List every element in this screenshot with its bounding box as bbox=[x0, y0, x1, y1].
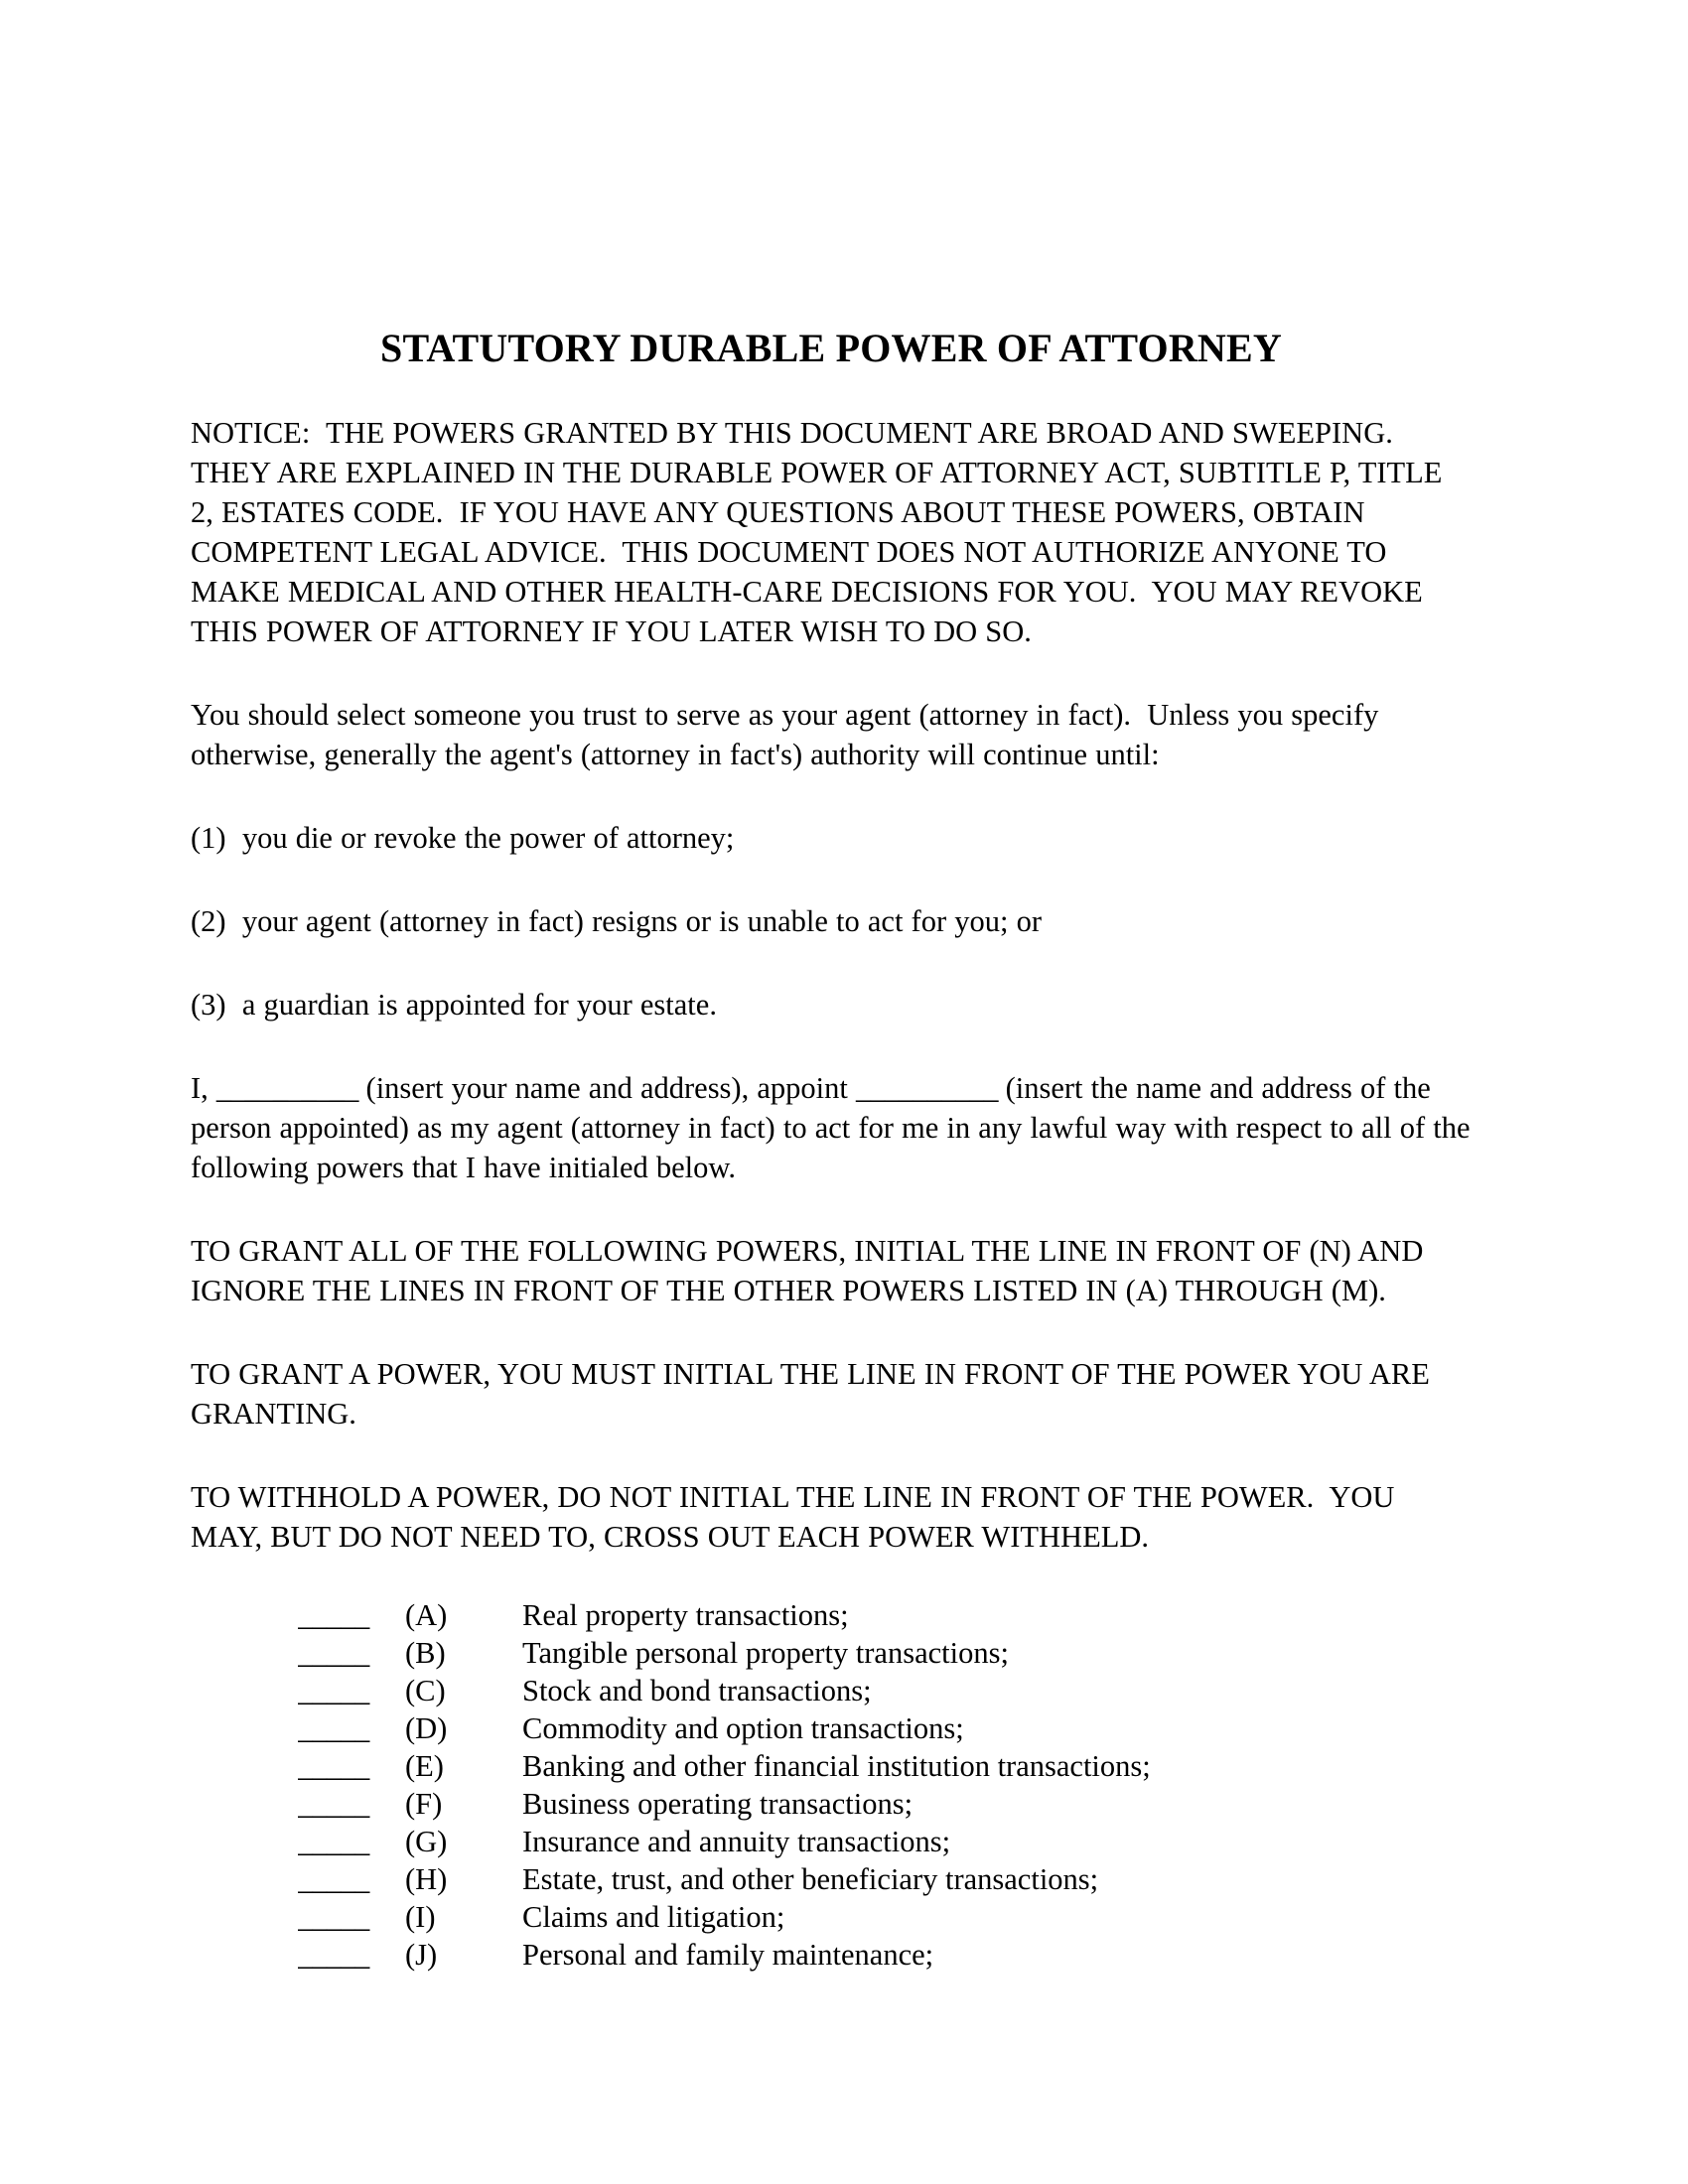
power-description: Tangible personal property transactions; bbox=[522, 1636, 1009, 1670]
power-initial-blank[interactable]: _____ bbox=[298, 1598, 369, 1632]
list-item bbox=[191, 1823, 1472, 1860]
list-item bbox=[191, 1596, 1472, 1634]
page-title: STATUTORY DURABLE POWER OF ATTORNEY bbox=[380, 326, 1282, 370]
powers-list bbox=[191, 1596, 1472, 1974]
power-letter: (E) bbox=[405, 1749, 444, 1783]
power-initial-blank[interactable]: _____ bbox=[298, 1787, 369, 1821]
termination-condition-3: (3) a guardian is appointed for your estate. bbox=[191, 988, 717, 1022]
spacer bbox=[191, 1557, 1472, 1596]
agent-name-blank[interactable]: __________ bbox=[855, 1071, 998, 1105]
notice-paragraph: NOTICE: THE POWERS GRANTED BY THIS DOCUMENT ARE BROAD AND SWEEPING. THEY ARE EXPLAINED IN THE DURABLE POWER OF ATTORNEY ACT, SUBTITLE P, TITLE 2, ESTATES CODE. IF YOU HAVE ANY QUESTIONS ABOUT THESE POWERS, OBTAIN COMPETENT LEGAL ADVICE. THIS DOCUMENT DOES NOT AUTHORIZE ANYONE TO MAKE MEDICAL AND OTHER HEALTH-CARE DECISIONS FOR YOU. YOU MAY REVOKE THIS POWER OF ATTORNEY IF YOU LATER WISH TO DO SO. bbox=[191, 416, 1451, 648]
power-description: Real property transactions; bbox=[522, 1598, 849, 1632]
list-item bbox=[191, 1785, 1472, 1823]
power-letter: (D) bbox=[405, 1711, 448, 1745]
power-description: Business operating transactions; bbox=[522, 1787, 914, 1821]
instruction-grant-all: TO GRANT ALL OF THE FOLLOWING POWERS, INITIAL THE LINE IN FRONT OF (N) AND IGNORE THE LINES IN FRONT OF THE OTHER POWERS LISTED IN (A) THROUGH (M). bbox=[191, 1234, 1432, 1307]
power-initial-blank[interactable]: _____ bbox=[298, 1674, 369, 1707]
power-description: Personal and family maintenance; bbox=[522, 1938, 934, 1972]
power-letter: (B) bbox=[405, 1636, 446, 1670]
power-description: Stock and bond transactions; bbox=[522, 1674, 872, 1707]
power-description: Claims and litigation; bbox=[522, 1900, 785, 1934]
appointment-segment-2: (insert your name and address), appoint bbox=[357, 1071, 856, 1105]
termination-condition-2: (2) your agent (attorney in fact) resigns or is unable to act for you; or bbox=[191, 904, 1042, 938]
power-description: Banking and other financial institution transactions; bbox=[522, 1749, 1151, 1783]
spacer bbox=[191, 371, 1472, 413]
power-description: Estate, trust, and other beneficiary transactions; bbox=[522, 1862, 1099, 1896]
appointment-segment-3: (insert the name and address of the person appointed) as my agent (attorney in fact) to act for me in any lawful way with respect to all of the following powers that I have initialed below. bbox=[191, 1071, 1478, 1184]
spacer bbox=[191, 1310, 1472, 1354]
power-letter: (A) bbox=[405, 1598, 448, 1632]
power-initial-blank[interactable]: _____ bbox=[298, 1900, 369, 1934]
power-initial-blank[interactable]: _____ bbox=[298, 1938, 369, 1972]
spacer bbox=[191, 1433, 1472, 1477]
power-description: Commodity and option transactions; bbox=[522, 1711, 964, 1745]
document-body bbox=[191, 0, 1478, 1974]
power-letter: (F) bbox=[405, 1787, 443, 1821]
instruction-grant-power: TO GRANT A POWER, YOU MUST INITIAL THE LINE IN FRONT OF THE POWER YOU ARE GRANTING. bbox=[191, 1357, 1438, 1431]
power-letter: (I) bbox=[405, 1900, 436, 1934]
list-item bbox=[191, 1936, 1472, 1974]
power-initial-blank[interactable]: _____ bbox=[298, 1711, 369, 1745]
appointment-paragraph bbox=[191, 1068, 1478, 1187]
power-initial-blank[interactable]: _____ bbox=[298, 1749, 369, 1783]
spacer bbox=[191, 774, 1472, 818]
principal-name-blank[interactable]: __________ bbox=[215, 1071, 358, 1105]
spacer bbox=[191, 1187, 1472, 1231]
power-letter: (C) bbox=[405, 1674, 446, 1707]
power-initial-blank[interactable]: _____ bbox=[298, 1825, 369, 1858]
power-description: Insurance and annuity transactions; bbox=[522, 1825, 951, 1858]
list-item bbox=[191, 1747, 1472, 1785]
termination-condition-1: (1) you die or revoke the power of attorney; bbox=[191, 821, 735, 855]
spacer bbox=[191, 941, 1472, 985]
spacer bbox=[191, 858, 1472, 901]
appointment-segment-1: I, bbox=[191, 1071, 216, 1105]
power-letter: (H) bbox=[405, 1862, 448, 1896]
list-item bbox=[191, 1898, 1472, 1936]
instruction-withhold-power: TO WITHHOLD A POWER, DO NOT INITIAL THE LINE IN FRONT OF THE POWER. YOU MAY, BUT DO NOT NEED TO, CROSS OUT EACH POWER WITHHELD. bbox=[191, 1480, 1403, 1554]
spacer bbox=[191, 651, 1472, 695]
power-initial-blank[interactable]: _____ bbox=[298, 1862, 369, 1896]
power-letter: (G) bbox=[405, 1825, 448, 1858]
power-letter: (J) bbox=[405, 1938, 438, 1972]
list-item bbox=[191, 1672, 1472, 1709]
list-item bbox=[191, 1634, 1472, 1672]
power-initial-blank[interactable]: _____ bbox=[298, 1636, 369, 1670]
list-item bbox=[191, 1860, 1472, 1898]
spacer bbox=[191, 1024, 1472, 1068]
select-agent-paragraph: You should select someone you trust to serve as your agent (attorney in fact). Unless you specify otherwise, generally the agent's (attorney in fact's) authority will continue until: bbox=[191, 698, 1387, 771]
list-item bbox=[191, 1709, 1472, 1747]
